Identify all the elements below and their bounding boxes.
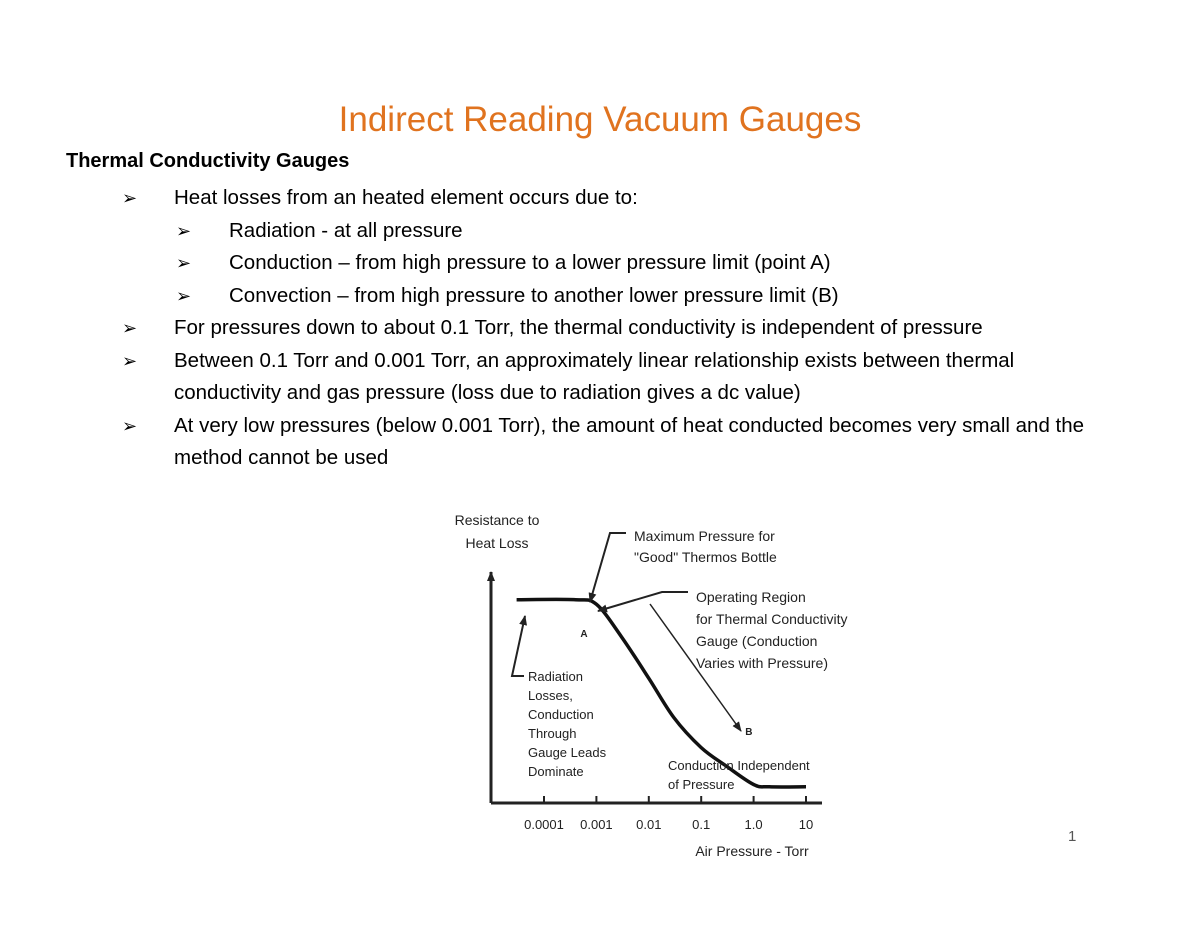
annotation-max-pressure: "Good" Thermos Bottle: [634, 549, 777, 565]
x-tick-label: 0.001: [580, 817, 613, 832]
slide-title: Indirect Reading Vacuum Gauges: [338, 100, 862, 139]
arrow-bullet-icon: ➢: [122, 415, 138, 436]
x-tick-label: 0.1: [692, 817, 711, 832]
arrow-bullet-icon: ➢: [122, 188, 138, 208]
annotation-max-pressure: Maximum Pressure for: [634, 528, 775, 544]
annotation-operating-region: Varies with Pressure): [696, 655, 829, 671]
x-tick-label: 10: [798, 817, 814, 832]
x-tick-label: 0.01: [636, 817, 662, 832]
arrow-bullet-icon: ➢: [176, 285, 192, 306]
annotation-independent: of Pressure: [668, 777, 735, 792]
annotation-arrow: [590, 533, 626, 602]
bullet-text: For pressures down to about 0.1 Torr, the thermal conductivity is independent of pressure: [174, 316, 983, 339]
annotation-radiation: Gauge Leads: [528, 745, 607, 760]
bullet-text: Convection – from high pressure to another lower pressure limit (B): [229, 283, 839, 307]
arrow-bullet-icon: ➢: [122, 318, 138, 338]
page-number: 1: [1068, 828, 1077, 845]
bullet-text: Conduction – from high pressure to a lower pressure limit (point A): [229, 251, 831, 274]
bullet-text: Heat losses from an heated element occurs due to:: [174, 186, 638, 209]
annotation-radiation: Radiation: [528, 669, 583, 684]
bullet-text: Radiation - at all pressure: [229, 218, 463, 242]
annotation-operating-region: for Thermal Conductivity: [696, 611, 848, 627]
arrow-bullet-icon: ➢: [122, 350, 138, 371]
annotation-radiation: Dominate: [528, 764, 584, 779]
bullet-text: At very low pressures (below 0.001 Torr), the amount of heat conducted becomes very small and the method cannot be used: [174, 413, 1085, 469]
y-axis-label-line: Heat Loss: [465, 535, 529, 551]
section-heading: Thermal Conductivity Gauges: [66, 150, 350, 172]
x-tick-label: 1.0: [744, 817, 763, 832]
annotation-independent: Conduction Independent: [668, 758, 810, 773]
x-axis-label: Air Pressure - Torr: [695, 843, 809, 859]
arrow-bullet-icon: ➢: [176, 220, 192, 241]
point-label-b: B: [745, 727, 753, 738]
x-tick-label: 0.0001: [524, 817, 564, 832]
annotation-operating-region: Operating Region: [696, 589, 806, 605]
annotation-radiation: Through: [528, 726, 577, 741]
bullet-text: Between 0.1 Torr and 0.001 Torr, an approximately linear relationship exists between thermal conductivity and gas pressure (loss due to radiation gives a dc value): [174, 348, 1015, 404]
annotation-radiation: Conduction: [528, 707, 594, 722]
y-axis-label-line: Resistance to: [454, 512, 540, 528]
annotation-operating-region: Gauge (Conduction: [696, 633, 818, 649]
point-label-a: A: [580, 629, 588, 640]
annotation-arrow: [598, 592, 688, 611]
annotation-radiation: Losses,: [528, 688, 573, 703]
annotation-arrow: [512, 616, 525, 676]
arrow-bullet-icon: ➢: [176, 253, 192, 273]
